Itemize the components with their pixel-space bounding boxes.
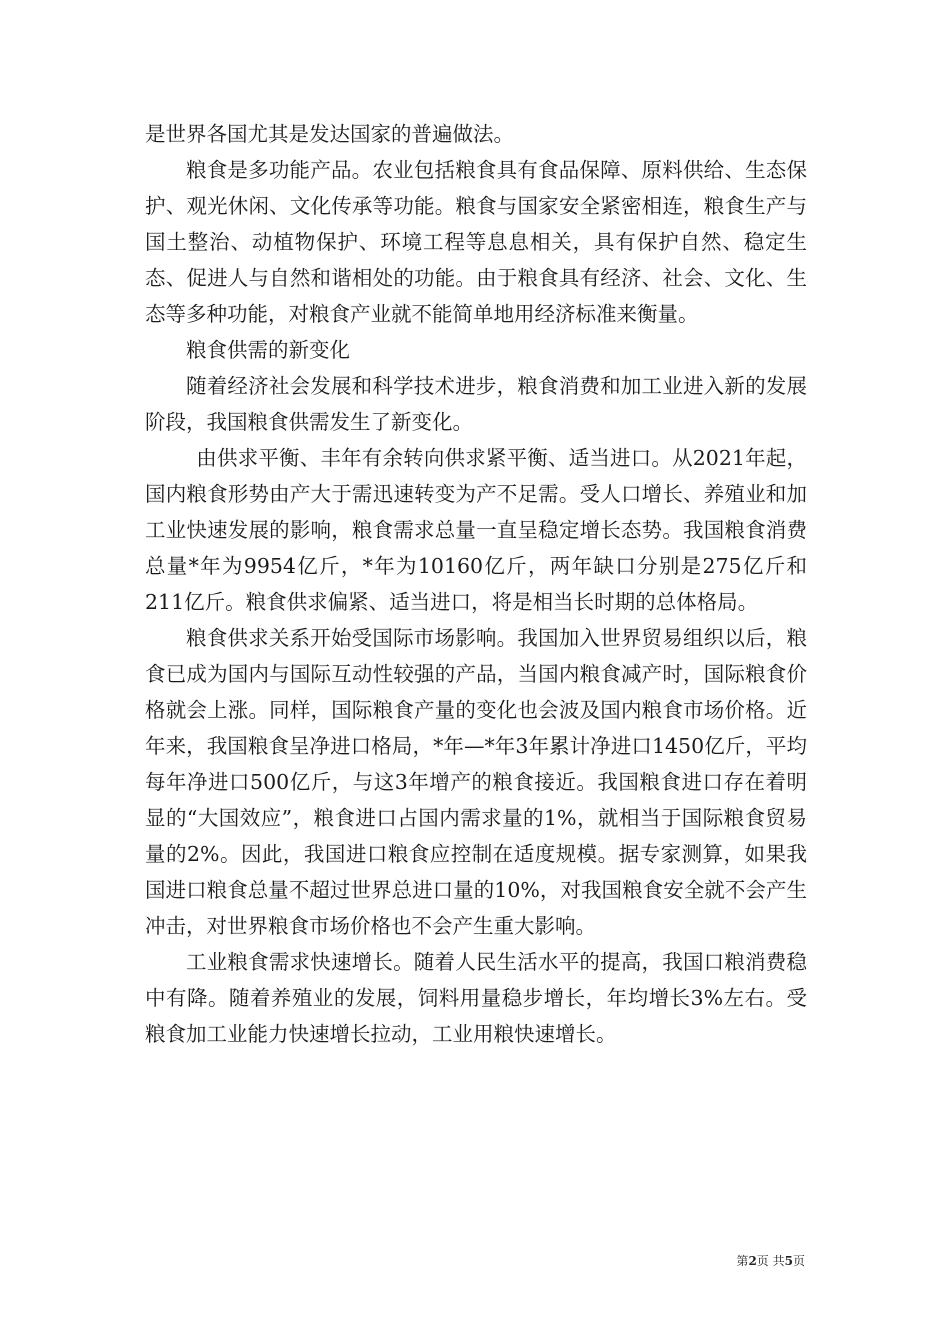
footer-suffix: 页 (792, 1254, 805, 1268)
document-body (145, 116, 807, 1052)
footer-middle: 页 共 (756, 1254, 785, 1268)
paragraph-continuation: 是世界各国尤其是发达国家的普遍做法。 (145, 122, 514, 146)
footer-prefix: 第 (736, 1254, 749, 1268)
paragraph-industrial-demand: 工业粮食需求快速增长。随着人民生活水平的提高，我国口粮消费稳中有降。随着养殖业的发展，饲料用量稳步增长，年均增长3%左右。受粮食加工业能力快速增长拉动，工业用粮快速增长。 (145, 950, 807, 1046)
paragraph-multifunction: 粮食是多功能产品。农业包括粮食具有食品保障、原料供给、生态保护、观光休闲、文化传承等功能。粮食与国家安全紧密相连，粮食生产与国土整治、动植物保护、环境工程等息息相关，具有保护自然、稳定生态、促进人与自然和谐相处的功能。由于粮食具有经济、社会、文化、生态等多种功能，对粮食产业就不能简单地用经济标准来衡量。 (145, 158, 807, 326)
paragraph-supply-balance: 由供求平衡、丰年有余转向供求紧平衡、适当进口。从2021年起，国内粮食形势由产大于需迅速转变为产不足需。受人口增长、养殖业和加工业快速发展的影响，粮食需求总量一直呈稳定增长态势。我国粮食消费总量*年为9954亿斤，*年为10160亿斤，两年缺口分别是275亿斤和211亿斤。粮食供求偏紧、适当进口，将是相当长时期的总体格局。 (145, 446, 807, 614)
current-page-number: 2 (748, 1254, 757, 1268)
paragraph-international-market: 粮食供求关系开始受国际市场影响。我国加入世界贸易组织以后，粮食已成为国内与国际互动性较强的产品，当国内粮食减产时，国际粮食价格就会上涨。同样，国际粮食产量的变化也会波及国内粮食市场价格。近年来，我国粮食呈净进口格局，*年—*年3年累计净进口1450亿斤，平均每年净进口500亿斤，与这3年增产的粮食接近。我国粮食进口存在着明显的“大国效应”，粮食进口占国内需求量的1%，就相当于国际粮食贸易量的2%。因此，我国进口粮食应控制在适度规模。据专家测算，如果我国进口粮食总量不超过世界总进口量的10%，对我国粮食安全就不会产生冲击，对世界粮食市场价格也不会产生重大影响。 (145, 626, 807, 938)
page-number-footer (736, 1252, 805, 1269)
paragraph-intro: 随着经济社会发展和科学技术进步，粮食消费和加工业进入新的发展阶段，我国粮食供需发生了新变化。 (145, 374, 807, 434)
section-heading: 粮食供需的新变化 (186, 338, 350, 362)
total-page-count: 5 (784, 1254, 793, 1268)
